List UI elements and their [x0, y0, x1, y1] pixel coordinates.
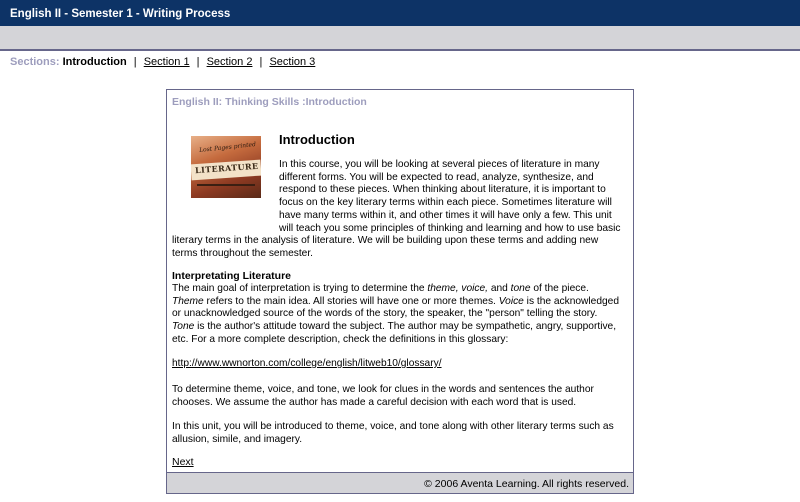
next-link[interactable]: Next [172, 456, 194, 468]
panel-title: English II: Thinking Skills :Introduction [172, 96, 367, 108]
text-line: Theme refers to the main idea. All stories will have one or more themes. Voice is the acknowledged [172, 295, 619, 307]
section-3-link[interactable]: Section 3 [269, 56, 316, 68]
course-title: English II - Semester 1 - Writing Process [10, 8, 231, 20]
text-line: etc. For a more complete description, check the definitions in this glossary: [172, 333, 509, 345]
toolbar-strip [0, 26, 800, 51]
separator: | [133, 56, 137, 68]
interpreting-heading: Interpretating Literature [172, 270, 292, 282]
image-caption-text: Lost Pages printed [198, 141, 257, 154]
intro-paragraph [172, 159, 630, 261]
text-line: different forms. You will be expected to read, analyze, synthesize, and [279, 171, 594, 183]
text-line: have many terms within it, and other times it will have only a few. This unit [279, 209, 612, 221]
copyright-footer: © 2006 Aventa Learning. All rights reserved. [167, 472, 633, 493]
text-line: allusion, simile, and imagery. [172, 433, 303, 445]
text-line: terms throughout the semester. [172, 247, 313, 259]
sections-nav [10, 56, 315, 68]
text-line: or unacknowledged source of the words of the story, the speaker, the "person" telling the story. [172, 308, 598, 320]
interpretation-paragraph [172, 283, 630, 347]
text-line: respond to these pieces. When thinking about literature, it is important to [279, 184, 606, 196]
image-label: LITERATURE [194, 160, 259, 176]
text-line: will teach you some principles of thinking and learning and how to use basic [279, 222, 621, 234]
text-line: focus on the key literary terms within each piece. Sometimes literature will [279, 197, 612, 209]
text-line: literary terms in the analysis of literature. We will be building upon these terms and adding new [172, 235, 599, 247]
intro-heading: Introduction [279, 132, 355, 147]
unit-paragraph [172, 421, 630, 446]
separator: | [196, 56, 200, 68]
clues-paragraph [172, 384, 630, 409]
text-line: In this unit, you will be introduced to theme, voice, and tone along with other literary terms such as [172, 421, 614, 432]
text-line: chooses. We assume the author has made a careful decision with each word that is used. [172, 396, 577, 408]
text-line: Tone is the author's attitude toward the subject. The author may be sympathetic, angry, supportive, [172, 321, 617, 333]
content-panel [166, 89, 634, 494]
glossary-link[interactable]: http://www.wwnorton.com/college/english/litweb10/glossary/ [172, 358, 442, 369]
text-line: In this course, you will be looking at several pieces of literature in many [279, 159, 600, 170]
sections-label: Sections: [10, 56, 60, 68]
section-current: Introduction [62, 56, 127, 68]
section-2-link[interactable]: Section 2 [206, 56, 253, 68]
separator: | [259, 56, 263, 68]
section-1-link[interactable]: Section 1 [143, 56, 190, 68]
text-line: The main goal of interpretation is trying to determine the theme, voice, and tone of the piece. [172, 283, 589, 294]
page-title-bar [0, 0, 800, 26]
text-line: To determine theme, voice, and tone, we look for clues in the words and sentences the author [172, 384, 594, 395]
